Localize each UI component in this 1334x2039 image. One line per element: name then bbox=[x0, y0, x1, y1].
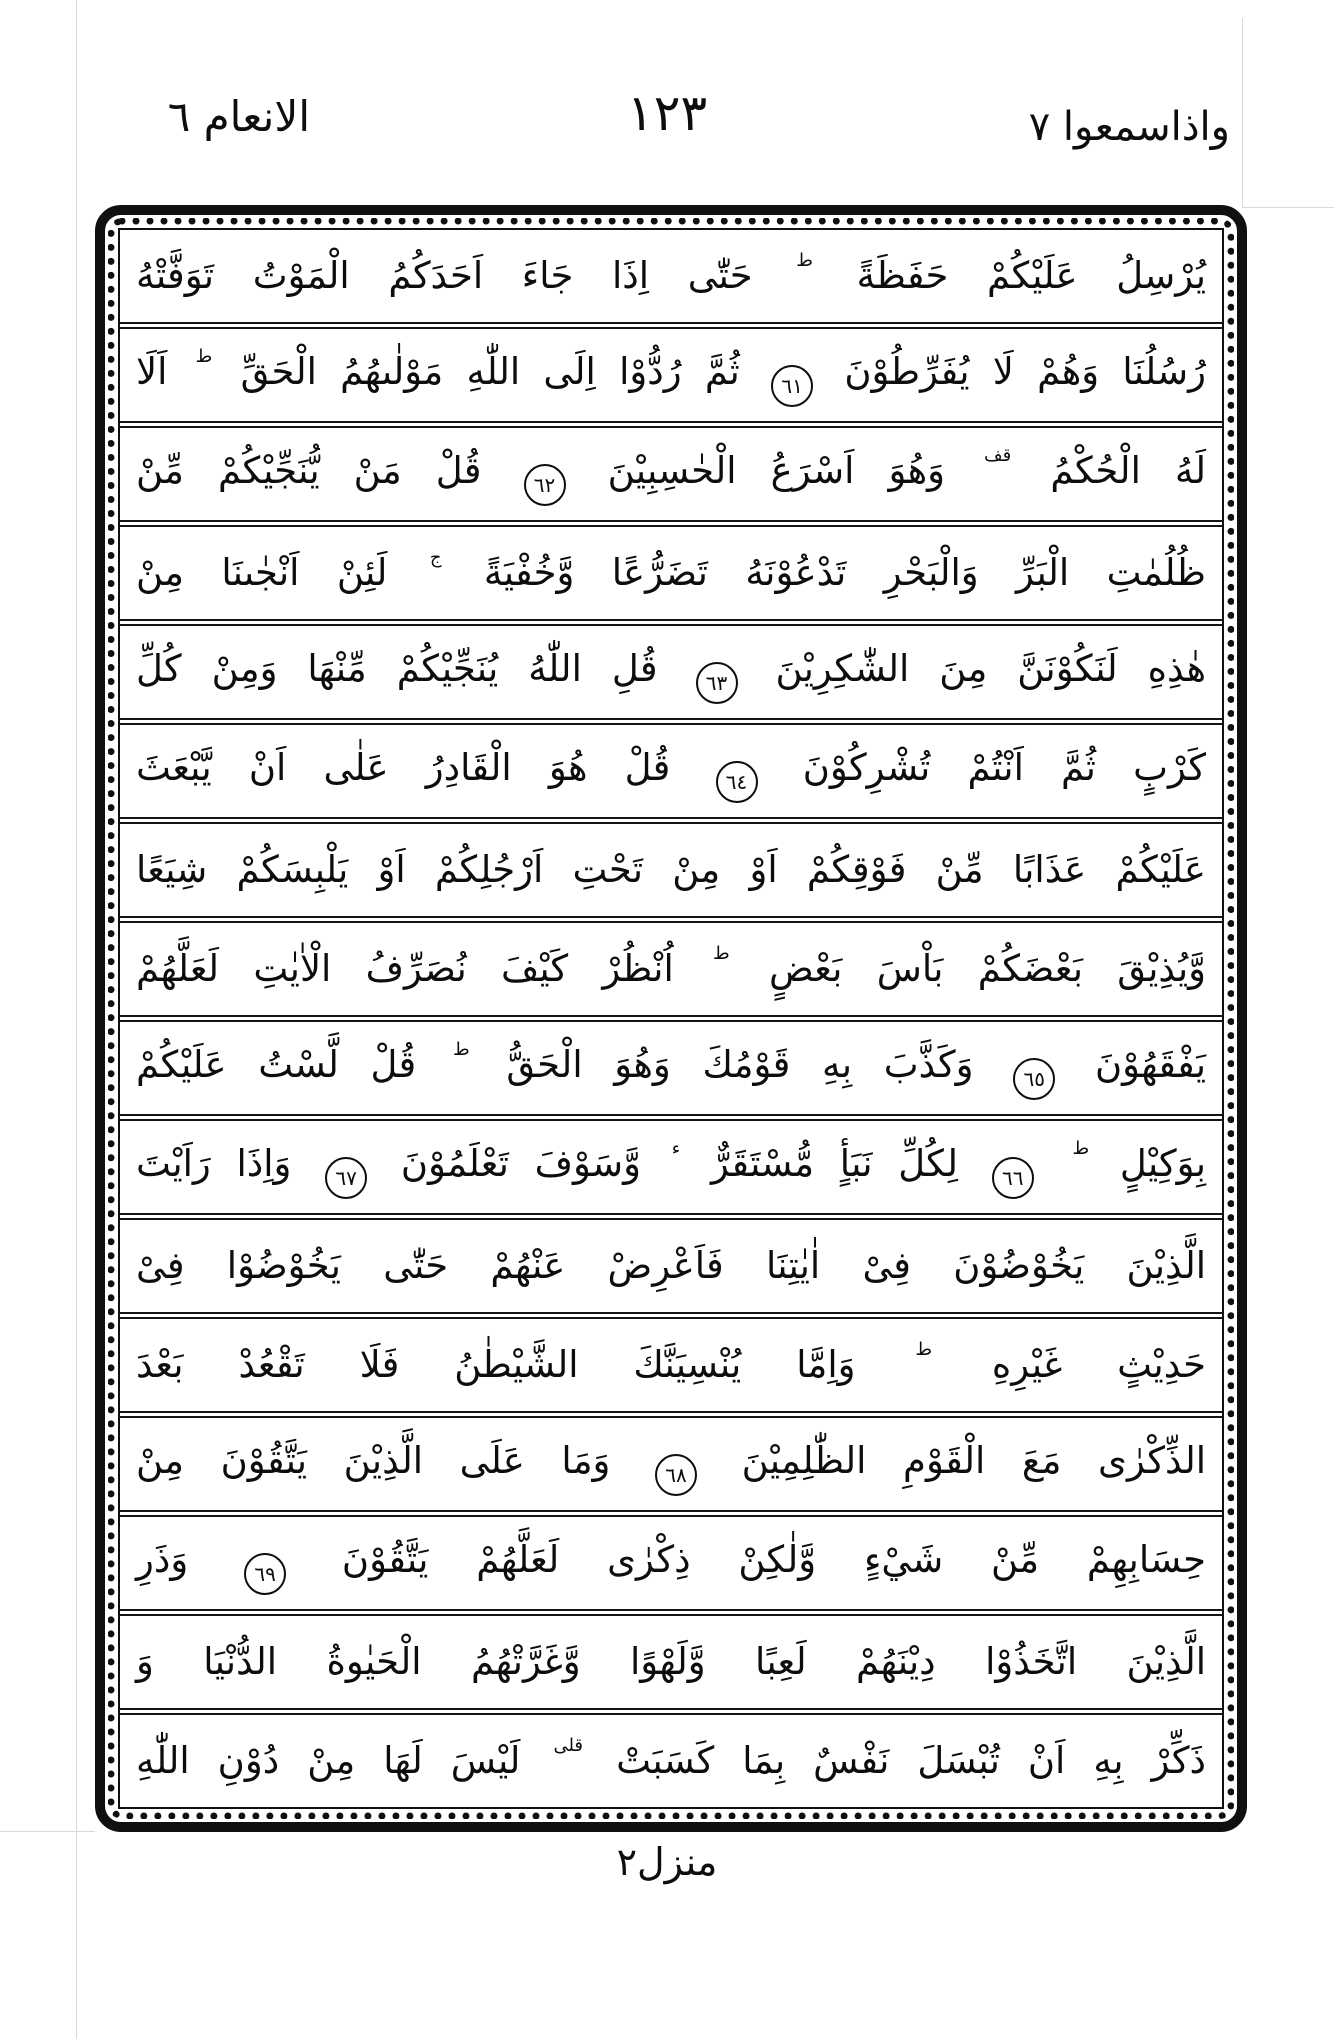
ayah-text-segment: وَكَذَّبَ بِهِ قَوْمُكَ وَهُوَ الْحَقُّ bbox=[506, 1042, 974, 1086]
ayah-text-segment: لَهُ الْحُكْمُ bbox=[1050, 448, 1207, 492]
quran-line-11 bbox=[120, 1218, 1222, 1314]
ayah-text bbox=[136, 1136, 1206, 1199]
quran-line-9 bbox=[120, 1020, 1222, 1116]
quran-line-7 bbox=[120, 822, 1222, 918]
waqf-mark: ط bbox=[713, 943, 730, 965]
ayah-text-segment: قُلْ مَنْ يُّنَجِّيْكُمْ مِّنْ bbox=[136, 448, 482, 492]
ayah-text bbox=[136, 941, 1206, 997]
ayah-text-segment: وَّيُذِيْقَ بَعْضَكُمْ بَاْسَ بَعْضٍ bbox=[768, 947, 1207, 991]
ayah-text-segment: قُلِ اللّٰهُ يُنَجِّيْكُمْ مِّنْهَا وَمِنْ كُلِّ bbox=[136, 646, 658, 690]
waqf-mark: ط bbox=[1072, 1137, 1090, 1159]
waqf-mark: ج bbox=[429, 547, 442, 569]
verse-number-badge: ٦٩ bbox=[244, 1553, 286, 1595]
ayah-text-segment: رُسُلُنَا وَهُمْ لَا يُفَرِّطُوْنَ bbox=[844, 349, 1206, 393]
waqf-mark: ء bbox=[671, 1137, 681, 1159]
waqf-mark: ط bbox=[195, 345, 213, 367]
ayah-text-segment: حَدِيْثٍ غَيْرِهِ bbox=[991, 1343, 1207, 1387]
ayah-text-segment: وَاِمَّا يُنْسِيَنَّكَ الشَّيْطٰنُ فَلَا تَقْعُدْ بَعْدَ bbox=[136, 1343, 856, 1387]
juz-name-label: واذاسمعوا ۷ bbox=[1028, 104, 1230, 150]
ayah-text-segment: الَّذِيْنَ اتَّخَذُوْا دِيْنَهُمْ لَعِبًا وَّلَهْوًا وَّغَرَّتْهُمُ الْحَيٰوةُ الدُّنْيَا وَ bbox=[136, 1640, 1206, 1684]
verse-number-badge: ٦٤ bbox=[716, 761, 758, 803]
quran-line-13 bbox=[120, 1416, 1222, 1512]
ayah-text-segment: وَاِذَا رَاَيْتَ bbox=[136, 1141, 292, 1185]
quran-line-10 bbox=[120, 1119, 1222, 1215]
ayah-text-segment: قُلْ لَّسْتُ عَلَيْكُمْ bbox=[136, 1042, 417, 1086]
ayah-text-segment: عَلَيْكُمْ عَذَابًا مِّنْ فَوْقِكُمْ اَوْ مِنْ تَحْتِ اَرْجُلِكُمْ اَوْ يَلْبِسَكُمْ شِيَعًا bbox=[136, 848, 1206, 892]
page-number: ١٢٣ bbox=[626, 84, 708, 142]
frame-bead-border bbox=[108, 218, 1234, 1819]
ayah-text-segment: وَذَرِ bbox=[136, 1537, 189, 1581]
quran-line-3 bbox=[120, 426, 1222, 522]
ayah-text bbox=[136, 344, 1206, 407]
quran-line-8 bbox=[120, 921, 1222, 1017]
ayah-text bbox=[136, 1238, 1206, 1294]
ayah-text bbox=[136, 1634, 1206, 1690]
ayah-text-segment: اَلَا bbox=[136, 349, 168, 393]
ayah-text-segment: حَتّٰى اِذَا جَاءَ اَحَدَكُمُ الْمَوْتُ تَوَفَّتْهُ bbox=[136, 254, 753, 298]
ayah-text bbox=[136, 1733, 1206, 1789]
verse-number-badge: ٦٢ bbox=[524, 464, 566, 506]
ayah-text-segment: الَّذِيْنَ يَخُوْضُوْنَ فِىْ اٰيٰتِنَا فَاَعْرِضْ عَنْهُمْ حَتّٰى يَخُوْضُوْا فِىْ bbox=[136, 1244, 1206, 1288]
quran-text-block bbox=[118, 228, 1224, 1809]
ayah-text-segment: لَئِنْ اَنْجٰىنَا مِنْ bbox=[136, 551, 388, 595]
ayah-text-segment: يَفْقَهُوْنَ bbox=[1094, 1042, 1207, 1086]
decorative-frame bbox=[95, 205, 1247, 1832]
verse-number-badge: ٦٥ bbox=[1013, 1058, 1055, 1100]
waqf-mark: قلى bbox=[553, 1735, 584, 1757]
ayah-text bbox=[136, 1337, 1206, 1393]
ayah-text-segment: بِوَكِيْلٍ bbox=[1119, 1141, 1207, 1185]
ayah-text bbox=[136, 1433, 1206, 1496]
ayah-text bbox=[136, 1532, 1206, 1595]
waqf-mark: ط bbox=[796, 250, 813, 272]
ayah-text bbox=[136, 248, 1206, 304]
ayah-text-segment: كَرْبٍ ثُمَّ اَنْتُمْ تُشْرِكُوْنَ bbox=[802, 745, 1207, 789]
ayah-text-segment: الذِّكْرٰى مَعَ الْقَوْمِ الظّٰلِمِيْنَ bbox=[741, 1438, 1206, 1482]
ayah-text bbox=[136, 740, 1206, 803]
ayah-text-segment: يُرْسِلُ عَلَيْكُمْ حَفَظَةً bbox=[856, 254, 1206, 298]
quran-line-1 bbox=[120, 230, 1222, 324]
waqf-mark: قف bbox=[984, 444, 1012, 466]
surah-name-label: الانعام ٦ bbox=[167, 92, 310, 141]
quran-line-4 bbox=[120, 525, 1222, 621]
verse-number-badge: ٦٦ bbox=[992, 1157, 1034, 1199]
ayah-text bbox=[136, 443, 1206, 506]
verse-number-badge: ٦٨ bbox=[655, 1454, 697, 1496]
quran-line-15 bbox=[120, 1614, 1222, 1710]
ayah-text-segment: لَيْسَ لَهَا مِنْ دُوْنِ اللّٰهِ bbox=[136, 1739, 521, 1783]
ayah-text-segment: وَّسَوْفَ تَعْلَمُوْنَ bbox=[400, 1141, 642, 1185]
ayah-text bbox=[136, 842, 1206, 898]
verse-number-badge: ٦١ bbox=[771, 365, 813, 407]
quran-line-5 bbox=[120, 624, 1222, 720]
page-edge-line-bottom bbox=[0, 1831, 95, 1832]
ayah-text-segment: ذَكِّرْ بِهِ اَنْ تُبْسَلَ نَفْسٌ بِمَا كَسَبَتْ bbox=[616, 1739, 1207, 1783]
page-edge-line-right-vertical bbox=[1242, 18, 1243, 208]
quran-line-2 bbox=[120, 327, 1222, 423]
page-edge-line-left bbox=[76, 0, 77, 2039]
quran-line-14 bbox=[120, 1515, 1222, 1611]
page-edge-line-right-horizontal bbox=[1242, 207, 1334, 208]
ayah-text-segment: وَمَا عَلَى الَّذِيْنَ يَتَّقُوْنَ مِنْ bbox=[136, 1438, 611, 1482]
ayah-text-segment: ظُلُمٰتِ الْبَرِّ وَالْبَحْرِ تَدْعُوْنَهُ تَضَرُّعًا وَّخُفْيَةً bbox=[483, 551, 1206, 595]
manzil-label: منزل٢ bbox=[616, 1840, 718, 1884]
waqf-mark: ط bbox=[915, 1339, 933, 1361]
ayah-text-segment: وَهُوَ اَسْرَعُ الْحٰسِبِيْنَ bbox=[607, 448, 945, 492]
ayah-text bbox=[136, 641, 1206, 704]
quran-line-6 bbox=[120, 723, 1222, 819]
waqf-mark: ط bbox=[452, 1038, 470, 1060]
ayah-text-segment: لِكُلِّ نَبَأٍ مُّسْتَقَرٌّ bbox=[710, 1141, 958, 1185]
ayah-text-segment: حِسَابِهِمْ مِّنْ شَيْءٍ وَّلٰكِنْ ذِكْرٰى لَعَلَّهُمْ يَتَّقُوْنَ bbox=[341, 1537, 1206, 1581]
quran-line-16 bbox=[120, 1713, 1222, 1807]
ayah-text-segment: اُنْظُرْ كَيْفَ نُصَرِّفُ الْاٰيٰتِ لَعَلَّهُمْ bbox=[136, 947, 674, 991]
quran-line-12 bbox=[120, 1317, 1222, 1413]
ayah-text-segment: قُلْ هُوَ الْقَادِرُ عَلٰى اَنْ يَّبْعَثَ bbox=[136, 745, 671, 789]
ayah-text bbox=[136, 1037, 1206, 1100]
ayah-text-segment: ثُمَّ رُدُّوْا اِلَى اللّٰهِ مَوْلٰىهُمُ الْحَقِّ bbox=[240, 349, 740, 393]
verse-number-badge: ٦٧ bbox=[325, 1157, 367, 1199]
ayah-text bbox=[136, 545, 1206, 601]
ayah-text-segment: هٰذِهِ لَنَكُوْنَنَّ مِنَ الشّٰكِرِيْنَ bbox=[775, 646, 1206, 690]
verse-number-badge: ٦٣ bbox=[696, 662, 738, 704]
